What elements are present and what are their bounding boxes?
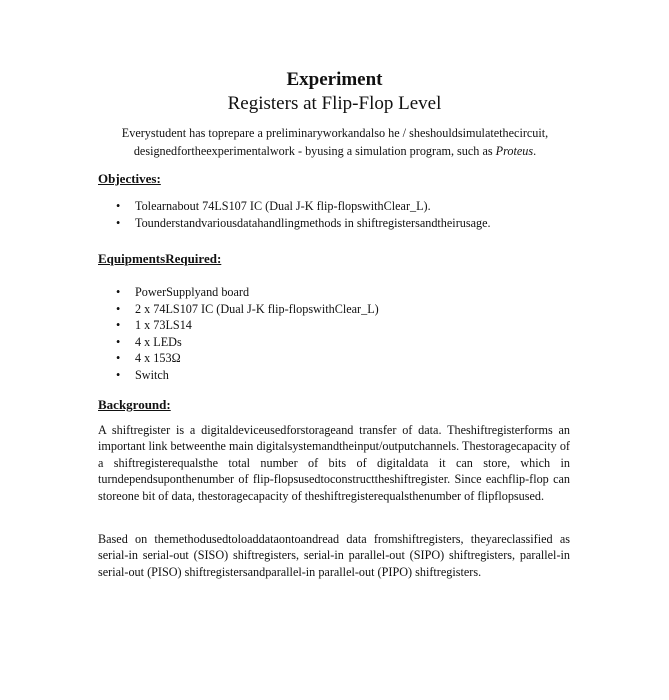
intro-tail: .	[533, 144, 537, 158]
equipment-item: • 4 x 153Ω	[98, 350, 379, 367]
equipment-heading: EquipmentsRequired:	[98, 251, 222, 266]
objective-item: • Tounderstandvariousdatahandlingmethods in shiftregistersandtheirusage.	[98, 215, 491, 232]
intro-text: Everystudent has toprepare a preliminaryworkandalso he / sheshouldsimulatethecircuit, designedfortheexperimentalwork - byusing a simulation program, such as	[121, 126, 549, 158]
equipment-item: • 4 x LEDs	[98, 334, 379, 351]
equipment-item: • PowerSupplyand board	[98, 284, 379, 301]
objectives-heading: Objectives:	[98, 171, 161, 186]
equipment-list	[98, 284, 379, 383]
equipment-item: • Switch	[98, 367, 379, 384]
background-heading: Background:	[98, 397, 171, 412]
document-subtitle: Registers at Flip-Flop Level	[227, 93, 442, 114]
background-paragraph: A shiftregister is a digitaldeviceusedforstorageand transfer of data. Theshiftregisterforms an important link betweenthe main digitalsystemandtheinput/outputchannels. Thestoragecapacity of a shiftregisterequalsthe total number of bits of digitaldata it can store, which in turndependsuponthenumber of flip-flopsusedtoconstructtheshiftregister. Since eachflip-flop can storeone bit of data, thestoragecapacity of theshiftregisterequalsthenumber of flipflopsused.	[98, 423, 570, 503]
background-paragraph: Based on themethodusedtoloaddataontoandread data fromshiftregisters, theyareclassified as serial-in serial-out (SISO) shiftregisters, serial-in parallel-out (SIPO) shiftregisters, parallel-in serial-out (PISO) shiftregistersandparallel-in parallel-out (PIPO) shiftregisters.	[98, 532, 570, 579]
objectives-list	[98, 198, 491, 231]
document-title: Experiment	[286, 69, 383, 90]
intro-emphasis: Proteus	[495, 144, 534, 158]
intro-paragraph	[96, 124, 574, 160]
equipment-item: • 2 x 74LS107 IC (Dual J-K flip-flopswithClear_L)	[98, 301, 379, 318]
objective-item: • Tolearnabout 74LS107 IC (Dual J-K flip-flopswithClear_L).	[98, 198, 491, 215]
equipment-item: • 1 x 73LS14	[98, 317, 379, 334]
